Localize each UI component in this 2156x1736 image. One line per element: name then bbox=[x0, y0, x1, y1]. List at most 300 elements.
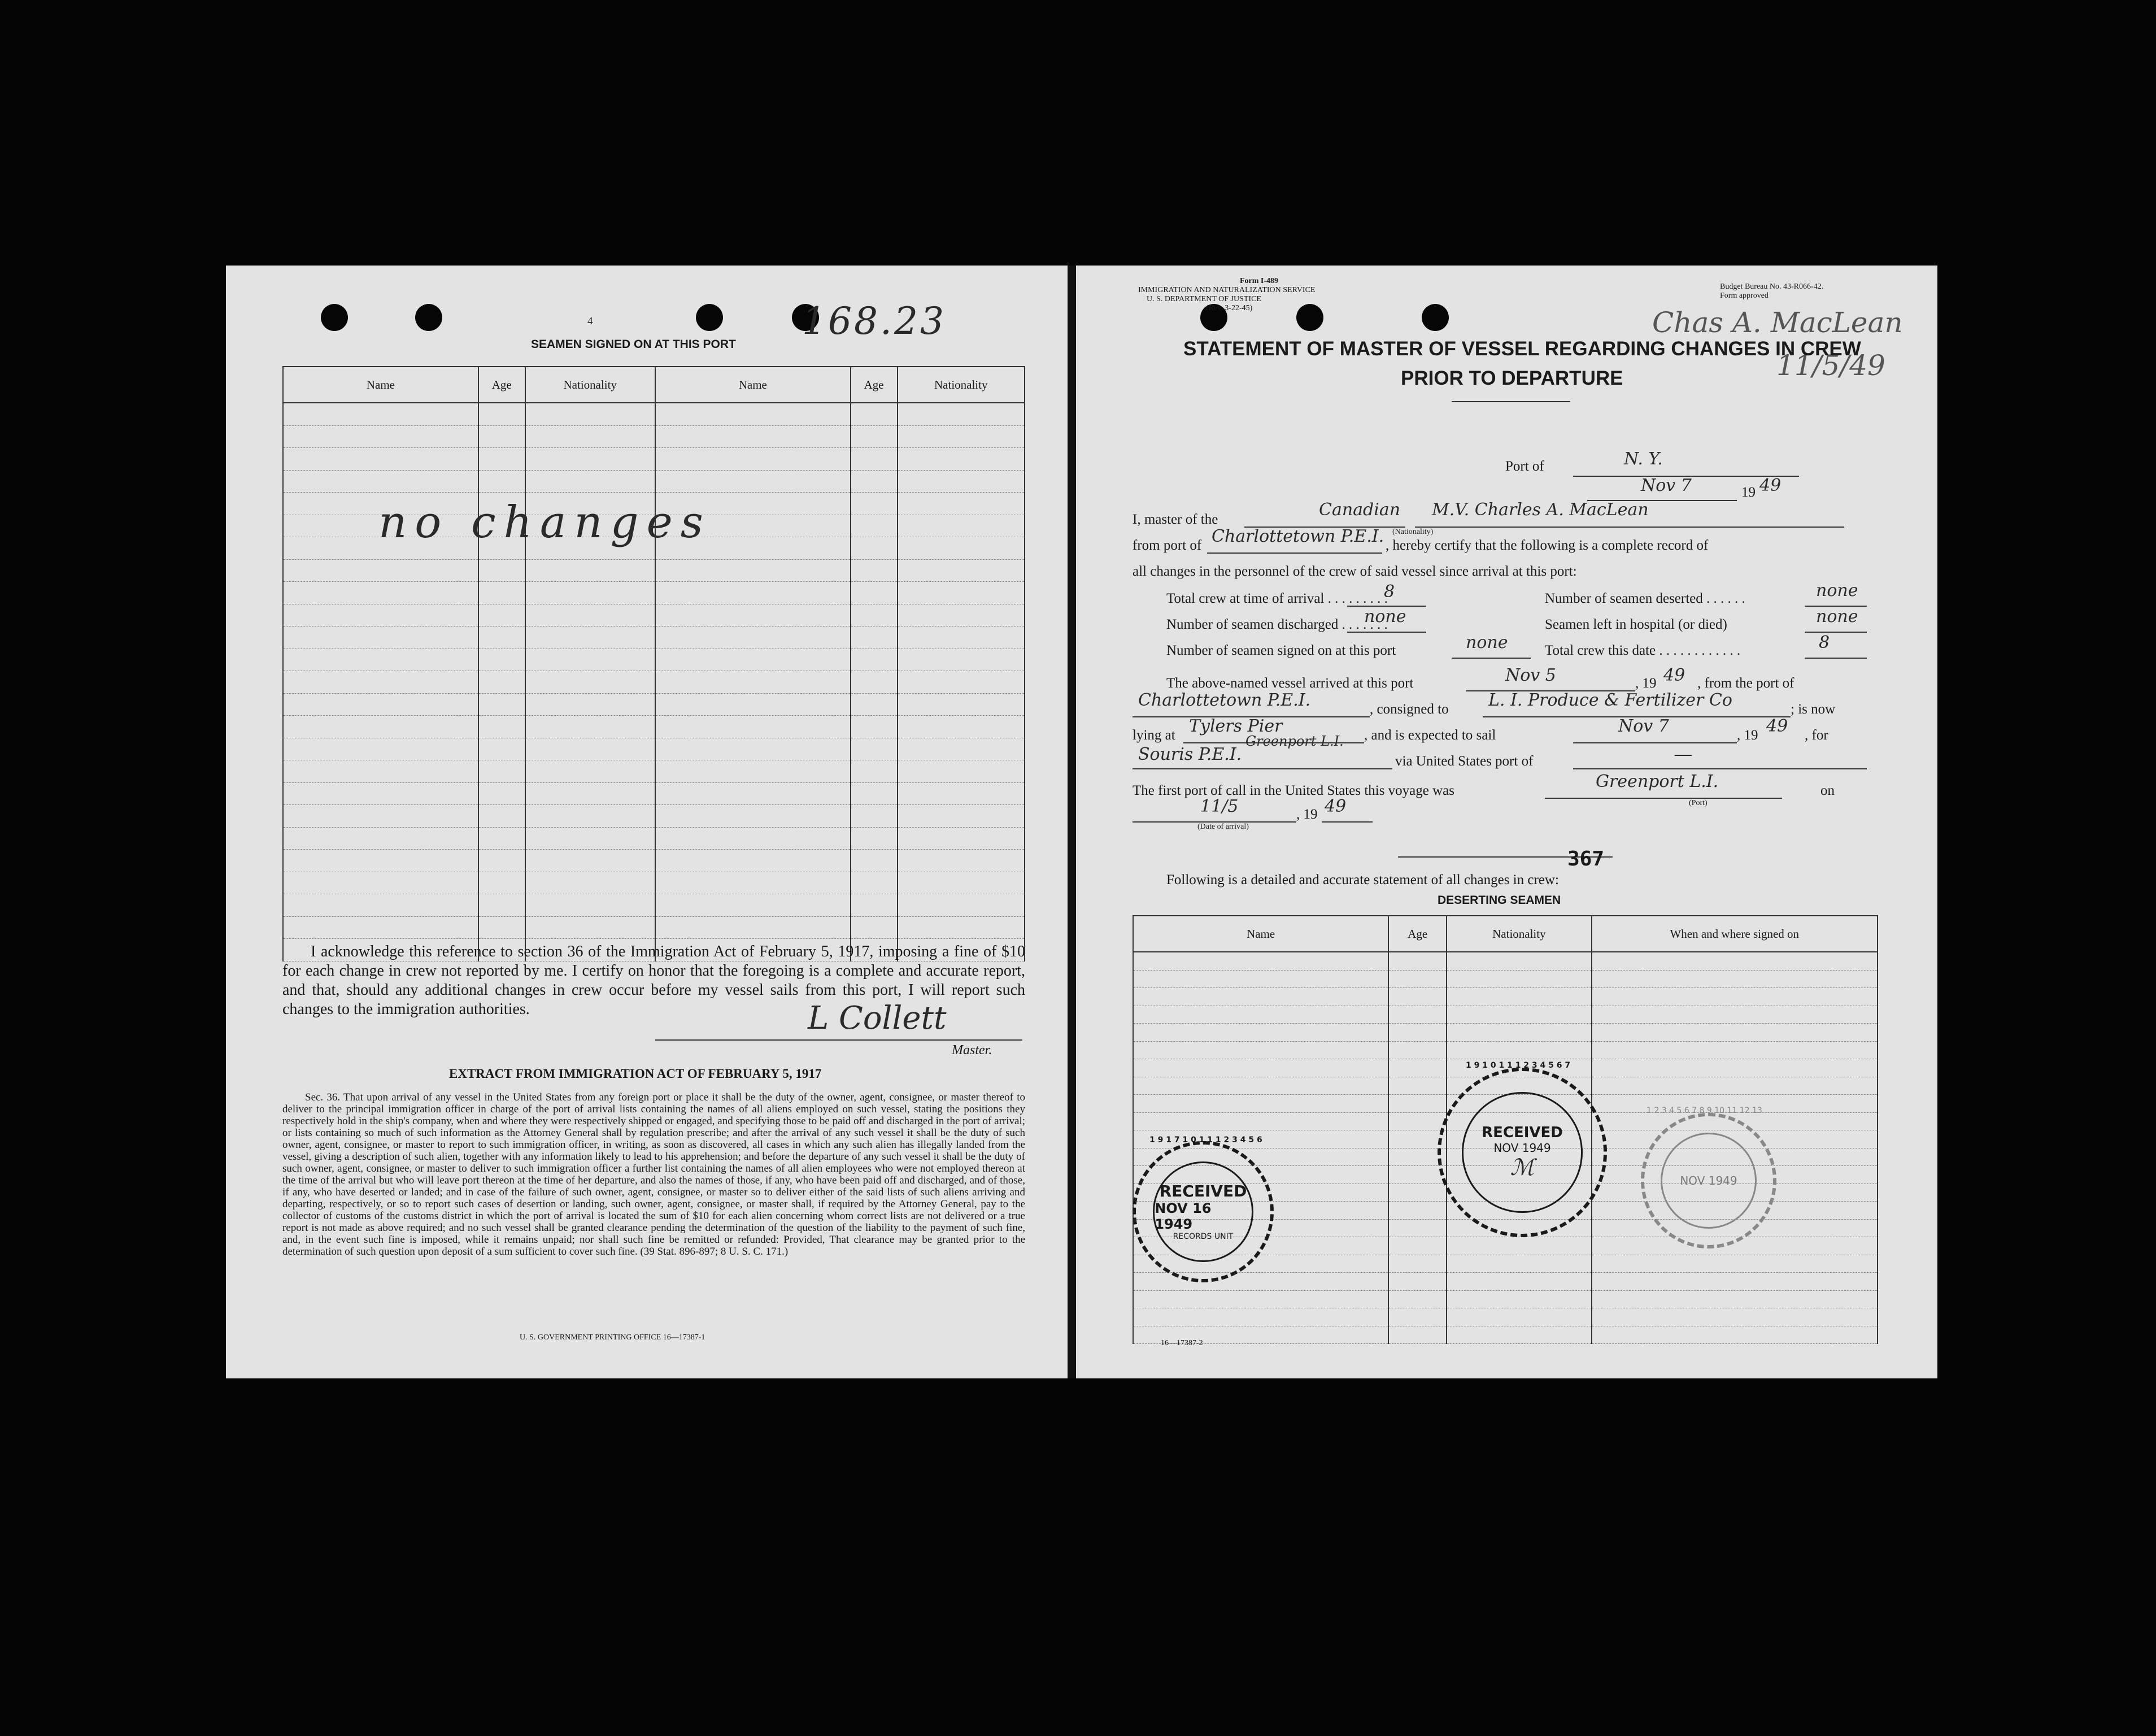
sail-date-value: Nov 7 bbox=[1618, 716, 1669, 736]
table-cell bbox=[1388, 1095, 1447, 1113]
table-cell bbox=[525, 559, 655, 582]
faint-date-stamp bbox=[1641, 1113, 1776, 1248]
table-cell bbox=[1388, 1308, 1447, 1326]
table-cell bbox=[478, 425, 525, 448]
table-cell bbox=[851, 782, 898, 805]
table-row bbox=[283, 782, 1025, 805]
total-crew-date-label: Total crew this date . . . . . . . . . . . . bbox=[1545, 643, 1741, 658]
table-cell bbox=[283, 582, 478, 604]
table-cell bbox=[525, 470, 655, 493]
table-cell bbox=[1592, 988, 1878, 1006]
table-cell bbox=[851, 559, 898, 582]
table-cell bbox=[1388, 1166, 1447, 1184]
arrived-year-prefix: , 19 bbox=[1635, 676, 1657, 691]
table-cell bbox=[851, 805, 898, 828]
table-cell bbox=[898, 425, 1025, 448]
table-cell bbox=[525, 827, 655, 850]
nationality-caption: (Nationality) bbox=[1392, 528, 1434, 536]
table-cell bbox=[851, 425, 898, 448]
table-cell bbox=[898, 626, 1025, 649]
table-row bbox=[1133, 952, 1878, 970]
table-cell bbox=[1447, 1237, 1591, 1255]
table-cell bbox=[283, 559, 478, 582]
punch-hole bbox=[696, 304, 723, 331]
table-cell bbox=[478, 604, 525, 626]
table-cell bbox=[851, 626, 898, 649]
table-cell bbox=[1447, 970, 1591, 988]
port-value: N. Y. bbox=[1624, 449, 1663, 469]
table-row bbox=[283, 805, 1025, 828]
table-row bbox=[283, 716, 1025, 738]
table-cell bbox=[851, 872, 898, 894]
table-cell bbox=[283, 693, 478, 716]
printer-line: U. S. GOVERNMENT PRINTING OFFICE 16—17387-1 bbox=[520, 1333, 705, 1342]
table-header: Nationality bbox=[898, 367, 1025, 403]
table-cell bbox=[655, 850, 851, 872]
consignee-value: L. I. Produce & Fertilizer Co bbox=[1488, 690, 1732, 710]
budget-bureau: Budget Bureau No. 43-R066-42. bbox=[1720, 282, 1824, 291]
punch-hole bbox=[1422, 304, 1449, 331]
table-row bbox=[283, 671, 1025, 694]
table-cell bbox=[478, 716, 525, 738]
value-line bbox=[1805, 632, 1867, 633]
extract-title: EXTRACT FROM IMMIGRATION ACT OF FEBRUARY 5, 1917 bbox=[449, 1067, 822, 1081]
received-stamp-records-unit bbox=[1133, 1141, 1274, 1282]
agency-line-2: U. S. DEPARTMENT OF JUSTICE bbox=[1147, 295, 1261, 303]
table-row bbox=[283, 403, 1025, 425]
table-cell bbox=[1447, 952, 1591, 970]
table-cell bbox=[1447, 1290, 1591, 1308]
table-cell bbox=[851, 760, 898, 783]
table-cell bbox=[1447, 1006, 1591, 1024]
from-port-line bbox=[1207, 552, 1382, 554]
table-cell bbox=[1592, 1308, 1878, 1326]
first-port-label: The first port of call in the United States this voyage was bbox=[1133, 783, 1455, 798]
is-now-label: ; is now bbox=[1791, 702, 1836, 717]
section-title: SEAMEN SIGNED ON AT THIS PORT bbox=[531, 338, 736, 351]
table-cell bbox=[898, 693, 1025, 716]
via-value: — bbox=[1675, 745, 1692, 763]
table-cell bbox=[1388, 970, 1447, 988]
table-cell bbox=[1592, 1255, 1878, 1273]
table-cell bbox=[1388, 1184, 1447, 1202]
table-cell bbox=[1447, 988, 1591, 1006]
table-cell bbox=[525, 760, 655, 783]
table-header: When and where signed on bbox=[1592, 916, 1878, 952]
table-row bbox=[283, 916, 1025, 939]
table-cell bbox=[898, 470, 1025, 493]
table-cell bbox=[1388, 1273, 1447, 1291]
table-cell bbox=[525, 872, 655, 894]
table-cell bbox=[1592, 1273, 1878, 1291]
hospital-label: Seamen left in hospital (or died) bbox=[1545, 617, 1727, 632]
table-cell bbox=[1133, 1273, 1388, 1291]
table-cell bbox=[525, 738, 655, 760]
from-the-port-label: , from the port of bbox=[1697, 676, 1795, 691]
table-cell bbox=[283, 827, 478, 850]
table-cell bbox=[283, 850, 478, 872]
table-cell bbox=[283, 760, 478, 783]
table-cell bbox=[1133, 1308, 1388, 1326]
table-header: Nationality bbox=[1447, 916, 1591, 952]
table-cell bbox=[1133, 1112, 1388, 1130]
table-row bbox=[283, 738, 1025, 760]
table-cell bbox=[283, 671, 478, 694]
table-cell bbox=[478, 649, 525, 671]
table-cell bbox=[1388, 1024, 1447, 1042]
table-cell bbox=[478, 626, 525, 649]
punch-hole bbox=[321, 304, 348, 331]
table-cell bbox=[851, 470, 898, 493]
table-cell bbox=[478, 738, 525, 760]
first-port-value: Greenport L.I. bbox=[1596, 772, 1719, 791]
table-cell bbox=[655, 425, 851, 448]
stamp-initials: ℳ bbox=[1510, 1154, 1535, 1181]
table-cell bbox=[478, 671, 525, 694]
table-row bbox=[283, 604, 1025, 626]
from-port-label: from port of bbox=[1133, 538, 1202, 553]
table-cell bbox=[283, 716, 478, 738]
handwritten-note: no changes bbox=[378, 497, 711, 548]
from-port-value: Charlottetown P.E.I. bbox=[1212, 527, 1384, 546]
book-spine bbox=[1068, 266, 1076, 1378]
table-header: Age bbox=[478, 367, 525, 403]
table-cell bbox=[851, 649, 898, 671]
table-cell bbox=[525, 850, 655, 872]
signed-on-label: Number of seamen signed on at this port bbox=[1166, 643, 1396, 658]
via-label: via United States port of bbox=[1395, 754, 1534, 769]
table-row bbox=[283, 626, 1025, 649]
table-row bbox=[283, 649, 1025, 671]
table-cell bbox=[525, 448, 655, 471]
table-cell bbox=[525, 716, 655, 738]
table-cell bbox=[655, 738, 851, 760]
table-cell bbox=[525, 626, 655, 649]
table-cell bbox=[655, 782, 851, 805]
table-cell bbox=[283, 872, 478, 894]
agency-line-1: IMMIGRATION AND NATURALIZATION SERVICE bbox=[1138, 286, 1316, 294]
table-cell bbox=[851, 693, 898, 716]
consigned-label: , consigned to bbox=[1370, 702, 1449, 717]
lying-at-value: Tylers Pier bbox=[1189, 716, 1283, 736]
table-cell bbox=[851, 493, 898, 515]
table-cell bbox=[851, 850, 898, 872]
table-row bbox=[1133, 1308, 1878, 1326]
table-cell bbox=[1133, 970, 1388, 988]
table-row bbox=[283, 894, 1025, 917]
table-cell bbox=[898, 493, 1025, 515]
table-cell bbox=[1133, 1077, 1388, 1095]
table-cell bbox=[655, 649, 851, 671]
table-cell bbox=[1447, 1326, 1591, 1344]
table-cell bbox=[655, 872, 851, 894]
handwritten-master-name: Chas A. MacLean bbox=[1652, 306, 1903, 339]
table-cell bbox=[898, 671, 1025, 694]
destination-value: Souris P.E.I. bbox=[1138, 745, 1242, 764]
value-line bbox=[1347, 632, 1426, 633]
table-cell bbox=[1133, 1024, 1388, 1042]
stamp-unit: RECORDS UNIT bbox=[1173, 1232, 1234, 1242]
table-cell bbox=[478, 403, 525, 425]
table-cell bbox=[898, 604, 1025, 626]
table-cell bbox=[1388, 1059, 1447, 1077]
port-caption: (Port) bbox=[1689, 799, 1708, 807]
total-crew-date-value: 8 bbox=[1819, 633, 1830, 652]
seamen-signed-on-table bbox=[282, 366, 1025, 961]
sail-year: 49 bbox=[1766, 716, 1788, 736]
table-cell bbox=[283, 403, 478, 425]
table-cell bbox=[1388, 1041, 1447, 1059]
extract-text: Sec. 36. That upon arrival of any vessel in the United States from any foreign port or place it shall be the duty of the owner, agent, consignee, or master thereof to deliver to the principal immigration officer in charge of the port of arrival lists containing the names of all aliens employed on such vessel, stating the positions they respectively hold in the ship's company, when and where they were respectively shipped or engaged, and specifying those to be paid off and discharged in the port of arrival; or lists containing so much of such information as the Attorney General shall by regulation prescribe; and after the arrival of any such vessel it shall be the duty of such owner, agent, consignee, or master to report to such immigration officer, in writing, as soon as discovered, all cases in which any such alien has illegally landed from the vessel, giving a description of such alien, together with any information likely to lead to his apprehension; and before the departure of any such vessel it shall be the duty of such owner, agent, consignee, or master to deliver to such immigration officer a further list containing the names of all alien employees who were not employed thereon at the time of the arrival but who will leave port thereon at the time of her departure, and also the names of those, if any, who have been paid off and discharged, and of those, if any, who have deserted or landed; and in case of the failure of such owner, agent, consignee, or master so to deliver either of the said lists of such aliens arriving and departing, respectively, or so to report such cases of desertion or landing, such owner, agent, consignee, or master shall, if required by the Attorney General, pay to the collector of customs of the customs district in which the port of arrival is located the sum of $10 for each alien concerning whom correct lists are not delivered or a true report is not made as above required; and no such vessel shall be granted clearance pending the determination of the question of the liability to the payment of such fine, and, in the event such fine is imposed, while it remains unpaid; nor shall such fine be remitted or refunded: Provided, That clearance may be granted prior to the determination of such question upon deposit of a sum sufficient to cover such fine. (39 Stat. 896-897; 8 U. S. C. 171.) bbox=[282, 1091, 1025, 1258]
table-cell bbox=[525, 425, 655, 448]
handwritten-file-number: 168.23 bbox=[802, 299, 946, 343]
table-cell bbox=[1133, 1006, 1388, 1024]
table-row bbox=[283, 760, 1025, 783]
table-cell bbox=[1592, 952, 1878, 970]
total-crew-arrival-label: Total crew at time of arrival . . . . . . . . . bbox=[1166, 591, 1388, 606]
signature-line bbox=[655, 1039, 1022, 1041]
form-revision: (Rev. 3-22-45) bbox=[1206, 304, 1253, 312]
table-cell bbox=[898, 716, 1025, 738]
form-number: Form I-489 bbox=[1240, 277, 1279, 285]
table-cell bbox=[1388, 1112, 1447, 1130]
table-cell bbox=[283, 894, 478, 917]
table-cell bbox=[655, 894, 851, 917]
nationality-value: Canadian bbox=[1319, 500, 1401, 520]
table-cell bbox=[898, 894, 1025, 917]
table-cell bbox=[1447, 1273, 1591, 1291]
table-cell bbox=[283, 738, 478, 760]
stamp-received-text: RECEIVED bbox=[1482, 1124, 1563, 1141]
table-cell bbox=[1447, 1308, 1591, 1326]
table-row bbox=[1133, 970, 1878, 988]
table-cell bbox=[851, 894, 898, 917]
table-cell bbox=[898, 760, 1025, 783]
table-row bbox=[283, 559, 1025, 582]
form-title-line-2: PRIOR TO DEPARTURE bbox=[1401, 367, 1623, 389]
table-cell bbox=[655, 604, 851, 626]
year-value: 49 bbox=[1759, 476, 1782, 495]
received-stamp bbox=[1438, 1068, 1607, 1237]
stamp-received-text: RECEIVED bbox=[1159, 1182, 1247, 1201]
table-cell bbox=[478, 827, 525, 850]
table-cell bbox=[851, 827, 898, 850]
table-cell bbox=[898, 827, 1025, 850]
table-cell bbox=[525, 649, 655, 671]
table-cell bbox=[478, 582, 525, 604]
destination-above: Greenport L.I. bbox=[1245, 733, 1344, 749]
table-cell bbox=[525, 403, 655, 425]
left-page bbox=[226, 266, 1068, 1378]
table-cell bbox=[851, 671, 898, 694]
stamp-date: NOV 1949 bbox=[1680, 1174, 1737, 1187]
total-crew-arrival-value: 8 bbox=[1384, 582, 1395, 602]
table-cell bbox=[478, 805, 525, 828]
table-cell bbox=[1388, 1326, 1447, 1344]
table-cell bbox=[655, 827, 851, 850]
arrived-label: The above-named vessel arrived at this port bbox=[1166, 676, 1414, 691]
table-cell bbox=[655, 805, 851, 828]
table-cell bbox=[1388, 1219, 1447, 1237]
date-value: Nov 7 bbox=[1641, 476, 1692, 495]
table-cell bbox=[525, 916, 655, 939]
table-cell bbox=[898, 582, 1025, 604]
table-cell bbox=[1388, 1202, 1447, 1220]
date-of-arrival-caption: (Date of arrival) bbox=[1197, 823, 1249, 831]
first-port-line bbox=[1545, 798, 1782, 799]
stamped-number: 367 bbox=[1567, 847, 1605, 871]
table-cell bbox=[898, 916, 1025, 939]
table-cell bbox=[851, 537, 898, 560]
table-cell bbox=[898, 805, 1025, 828]
printer-line: 16—17387-2 bbox=[1161, 1339, 1203, 1347]
acknowledgement-text: I acknowledge this reference to section 36 of the Immigration Act of February 5, 1917, imposing a fine of $10 for each change in crew not reported by me. I certify on honor that the foregoing is a complete and accurate report, and that, should any additional changes in crew occur before my vessel sails from this port, I will report such changes to the immigration authorities. bbox=[282, 943, 1025, 1018]
table-row bbox=[1133, 1273, 1878, 1291]
table-cell bbox=[851, 448, 898, 471]
table-row bbox=[1133, 1326, 1878, 1344]
sail-year-prefix: , 19 bbox=[1737, 728, 1758, 743]
arrival-year-line bbox=[1322, 821, 1373, 823]
table-cell bbox=[1388, 1237, 1447, 1255]
table-cell bbox=[898, 537, 1025, 560]
table-cell bbox=[525, 671, 655, 694]
table-cell bbox=[525, 805, 655, 828]
table-cell bbox=[1133, 1290, 1388, 1308]
table-cell bbox=[655, 582, 851, 604]
table-cell bbox=[1388, 1255, 1447, 1273]
table-cell bbox=[1388, 952, 1447, 970]
handwritten-date: 11/5/49 bbox=[1776, 349, 1885, 382]
table-cell bbox=[1592, 1059, 1878, 1077]
table-cell bbox=[1133, 988, 1388, 1006]
table-cell bbox=[1133, 1095, 1388, 1113]
table-row bbox=[1133, 1041, 1878, 1059]
via-line bbox=[1573, 768, 1867, 769]
table-cell bbox=[525, 782, 655, 805]
table-cell bbox=[478, 850, 525, 872]
table-cell bbox=[655, 448, 851, 471]
stamp-ring-numbers: 1 2 3 4 5 6 7 8 9 10 11 12 13 bbox=[1647, 1106, 1762, 1115]
table-cell bbox=[655, 559, 851, 582]
table-cell bbox=[478, 872, 525, 894]
certify-text-2: all changes in the personnel of the crew of said vessel since arrival at this port: bbox=[1133, 564, 1577, 579]
table-row bbox=[283, 850, 1025, 872]
table-header: Name bbox=[1133, 916, 1388, 952]
table-cell bbox=[1447, 1024, 1591, 1042]
following-text: Following is a detailed and accurate statement of all changes in crew: bbox=[1166, 872, 1559, 887]
table-cell bbox=[1592, 1041, 1878, 1059]
deserted-label: Number of seamen deserted . . . . . . bbox=[1545, 591, 1745, 606]
arrival-year: 49 bbox=[1325, 797, 1347, 816]
table-cell bbox=[478, 782, 525, 805]
table-cell bbox=[1388, 1290, 1447, 1308]
deserting-seamen-title: DESERTING SEAMEN bbox=[1438, 894, 1561, 907]
table-cell bbox=[283, 805, 478, 828]
table-row bbox=[1133, 988, 1878, 1006]
table-row bbox=[1133, 1006, 1878, 1024]
table-cell bbox=[478, 916, 525, 939]
table-header: Age bbox=[1388, 916, 1447, 952]
table-cell bbox=[1592, 970, 1878, 988]
table-cell bbox=[898, 649, 1025, 671]
value-line bbox=[1452, 658, 1531, 659]
table-cell bbox=[1133, 1059, 1388, 1077]
table-cell bbox=[655, 470, 851, 493]
table-cell bbox=[1447, 1255, 1591, 1273]
expected-label: , and is expected to sail bbox=[1364, 728, 1496, 743]
table-cell bbox=[283, 782, 478, 805]
table-cell bbox=[851, 515, 898, 537]
master-of-label: I, master of the bbox=[1133, 512, 1218, 527]
table-row bbox=[1133, 1290, 1878, 1308]
table-cell bbox=[1133, 952, 1388, 970]
form-title-line-1: STATEMENT OF MASTER OF VESSEL REGARDING CHANGES IN CREW bbox=[1183, 338, 1861, 360]
table-cell bbox=[655, 760, 851, 783]
table-cell bbox=[478, 448, 525, 471]
table-row bbox=[283, 582, 1025, 604]
table-cell bbox=[655, 716, 851, 738]
table-row bbox=[283, 470, 1025, 493]
table-cell bbox=[478, 559, 525, 582]
hospital-value: none bbox=[1816, 607, 1858, 626]
destination-line bbox=[1133, 768, 1392, 769]
for-label: , for bbox=[1805, 728, 1828, 743]
table-cell bbox=[1592, 1024, 1878, 1042]
vessel-name: M.V. Charles A. MacLean bbox=[1432, 500, 1649, 520]
table-cell bbox=[1447, 1041, 1591, 1059]
on-label: on bbox=[1820, 783, 1835, 798]
table-cell bbox=[283, 448, 478, 471]
table-row bbox=[283, 425, 1025, 448]
deserted-value: none bbox=[1816, 581, 1858, 601]
stamp-ring-numbers: 1 9 1 0 1 1 1 2 3 4 5 6 7 bbox=[1466, 1061, 1571, 1070]
table-cell bbox=[655, 671, 851, 694]
table-cell bbox=[1592, 1077, 1878, 1095]
table-cell bbox=[1388, 988, 1447, 1006]
stamp-date: NOV 1949 bbox=[1493, 1141, 1551, 1155]
table-cell bbox=[1133, 1041, 1388, 1059]
table-cell bbox=[525, 582, 655, 604]
table-cell bbox=[478, 693, 525, 716]
table-cell bbox=[851, 738, 898, 760]
signed-on-value: none bbox=[1466, 633, 1508, 652]
discharged-value: none bbox=[1364, 607, 1406, 626]
year-prefix: 19 bbox=[1741, 485, 1756, 500]
table-row bbox=[283, 448, 1025, 471]
table-cell bbox=[898, 738, 1025, 760]
table-cell bbox=[655, 916, 851, 939]
table-cell bbox=[851, 582, 898, 604]
stamp-date: NOV 16 1949 bbox=[1155, 1200, 1212, 1233]
table-row bbox=[283, 827, 1025, 850]
arrived-year: 49 bbox=[1663, 665, 1685, 685]
table-row bbox=[1133, 1024, 1878, 1042]
table-cell bbox=[898, 872, 1025, 894]
table-cell bbox=[283, 470, 478, 493]
table-cell bbox=[898, 850, 1025, 872]
table-header: Name bbox=[655, 367, 851, 403]
table-cell bbox=[1388, 1077, 1447, 1095]
port-label: Port of bbox=[1505, 459, 1544, 474]
table-cell bbox=[1592, 1290, 1878, 1308]
table-header: Nationality bbox=[525, 367, 655, 403]
table-cell bbox=[283, 604, 478, 626]
table-cell bbox=[478, 760, 525, 783]
master-signature: L Collett bbox=[808, 1000, 947, 1037]
arrived-value: Nov 5 bbox=[1505, 665, 1556, 685]
lying-at-label: lying at bbox=[1133, 728, 1175, 743]
table-cell bbox=[283, 916, 478, 939]
